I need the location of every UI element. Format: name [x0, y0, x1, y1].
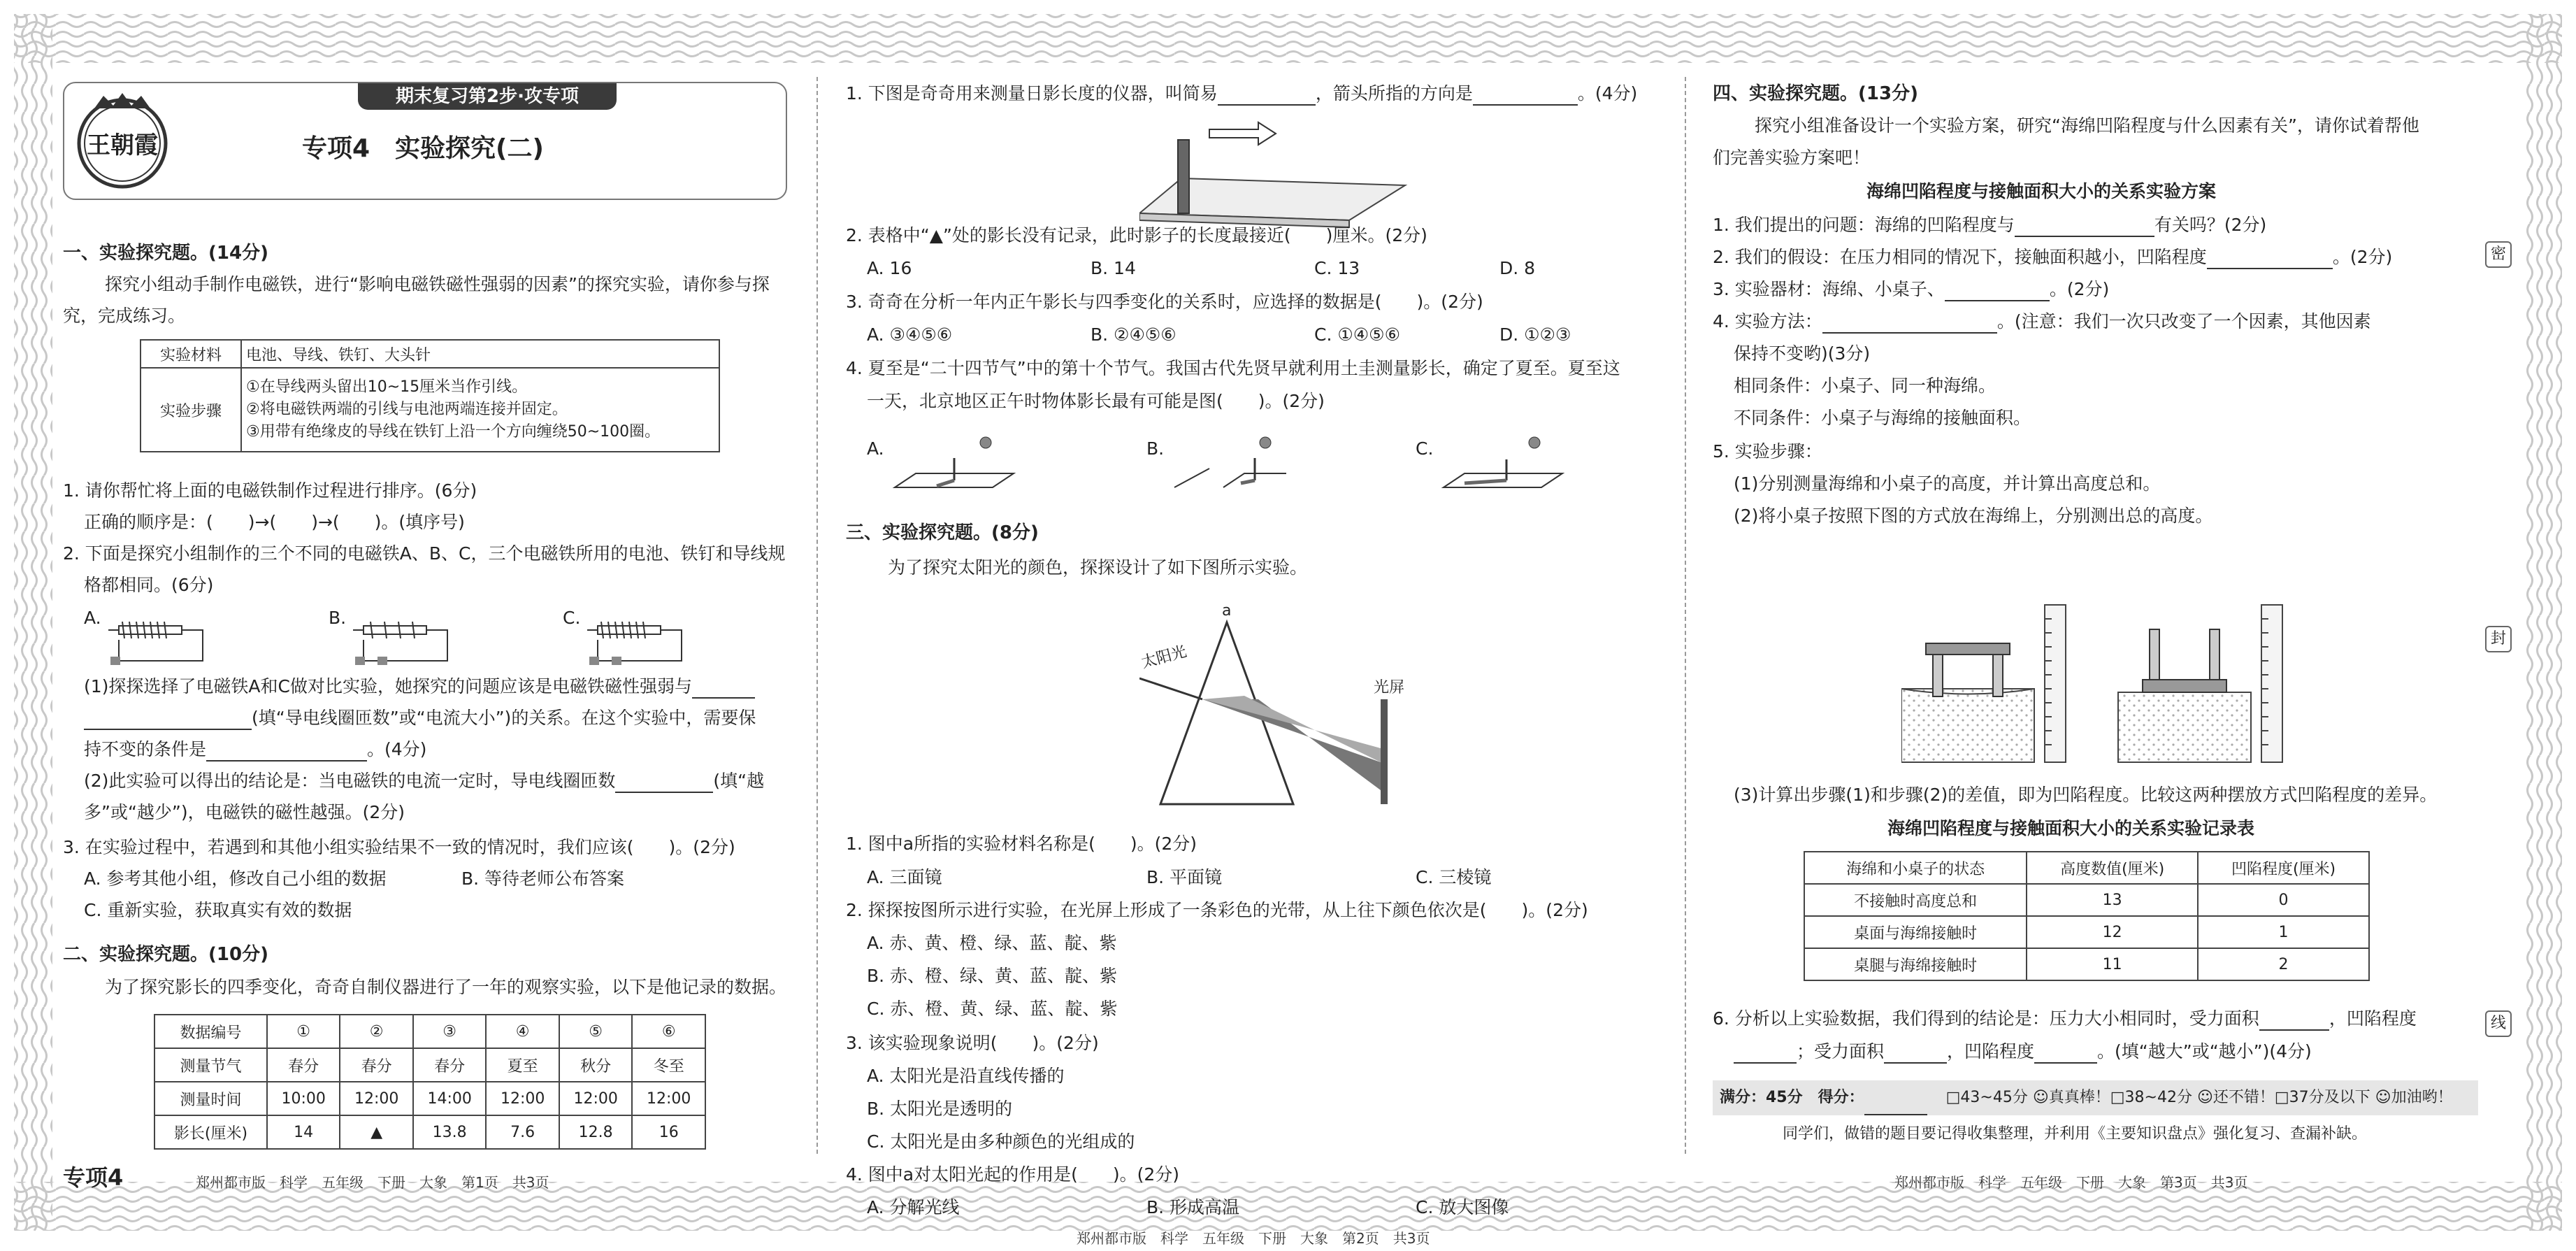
s4-intro-1: 探究小组准备设计一个实验方案，研究“海绵凹陷程度与什么因素有关”，请你试着帮他 [1755, 115, 2419, 136]
p2-q4-option: B. [1146, 438, 1165, 459]
table-cell: 夏至 [486, 1048, 559, 1082]
p2-q2-option: C. 13 [1314, 258, 1360, 278]
p2-q3-option: D. ①②③ [1499, 324, 1571, 345]
p2-q5-option: A. 三面镜 [867, 867, 942, 887]
q2-part1-line2: (填“导电线圈匝数”或“电流大小”)的关系。在这个实验中，需要保 [84, 706, 756, 730]
p2-q4-option: C. [1416, 438, 1434, 459]
electromagnet-a-diagram [105, 612, 217, 675]
p2-q6-text: 2. 探探按图所示进行实验，在光屏上形成了一条彩色的光带，从上往下颜色依次是( )。(2分) [846, 900, 1588, 920]
page-title: 专项4 实验探究(二) [302, 134, 544, 163]
record-title: 海绵凹陷程度与接触面积大小的关系实验记录表 [1887, 818, 2255, 838]
section-2-heading: 二、实验探究题。(10分) [63, 944, 268, 965]
step-2: ②将电磁铁两端的引线与电池两端连接并固定。 [246, 401, 568, 418]
section-4-heading: 四、实验探究题。(13分) [1713, 83, 1918, 104]
table-cell: 数据编号 [154, 1015, 267, 1048]
table-cell: ⑥ [632, 1015, 705, 1048]
p2-q8-option: B. 形成高温 [1146, 1197, 1240, 1217]
section-1-heading: 一、实验探究题。(14分) [63, 243, 268, 264]
table-cell: 12:00 [559, 1082, 633, 1115]
table-cell: 13 [2027, 884, 2198, 916]
p2-q4-option: A. [867, 438, 884, 459]
page-footer: 郑州都市版 科学 五年级 下册 大象 第2页 共3页 [1077, 1230, 1430, 1247]
table-cell: ④ [486, 1015, 559, 1048]
section-3-heading: 三、实验探究题。(8分) [846, 522, 1039, 543]
table-cell: 7.6 [486, 1115, 559, 1149]
sponge-table-diagram [1901, 531, 2335, 769]
table-row [154, 1048, 705, 1082]
p2-q7-text: 3. 该实验现象说明( )。(2分) [846, 1033, 1099, 1053]
p2-q2-option: B. 14 [1091, 258, 1136, 278]
table-cell: 影长(厘米) [154, 1115, 267, 1149]
prism-label: a [1222, 602, 1232, 620]
table-cell: 凹陷程度(厘米) [2198, 852, 2369, 884]
table-cell: 12 [2027, 916, 2198, 948]
materials-table [140, 339, 720, 452]
p2-q5-text: 1. 图中a所指的实验材料名称是( )。(2分) [846, 834, 1197, 854]
p2-q3-option: B. ②④⑤⑥ [1091, 324, 1177, 345]
table-row [1804, 884, 2369, 916]
page-2 [846, 73, 1660, 1247]
screen-label: 光屏 [1374, 679, 1405, 696]
table-cell: 12:00 [632, 1082, 705, 1115]
p2-q3-option: C. ①④⑤⑥ [1314, 324, 1400, 345]
table-cell: 实验材料 [141, 340, 241, 368]
table-cell: 春分 [267, 1048, 340, 1082]
table-row [154, 1015, 705, 1048]
p2-q7-option-b: B. 太阳光是透明的 [867, 1099, 1013, 1119]
page-footer: 郑州都市版 科学 五年级 下册 大象 第3页 共3页 [1894, 1174, 2248, 1191]
brand-logo-icon [70, 89, 175, 194]
p2-q8-text: 4. 图中a对太阳光起的作用是( )。(2分) [846, 1164, 1180, 1185]
table-cell: 11 [2027, 948, 2198, 980]
p2-q6-option-b: B. 赤、橙、绿、黄、蓝、靛、紫 [867, 966, 1118, 986]
table-row [1804, 916, 2369, 948]
shadow-data-table [154, 1014, 706, 1150]
p2-q2-option: A. 16 [867, 258, 912, 278]
table-cell: 冬至 [632, 1048, 705, 1082]
table-cell: 12.8 [559, 1115, 633, 1149]
p3-q4-diff: 不同条件：小桌子与海绵的接触面积。 [1734, 408, 2031, 428]
step-3: ③用带有绝缘皮的导线在铁钉上沿一个方向缠绕50~100圈。 [246, 423, 661, 441]
p3-q1-text: 1. 我们提出的问题：海绵的凹陷程度与 有关吗？(2分) [1713, 213, 2266, 237]
electromagnet-b-diagram [350, 612, 461, 675]
q2-part2-line1: (2)此实验可以得出的结论是：当电磁铁的电流一定时，导电线圈匝数 (填“越 [84, 769, 764, 793]
column-separator [816, 77, 818, 1154]
side-tab-feng: 封 [2485, 626, 2512, 652]
q2-part1-line3: 持不变的条件是 。(4分) [84, 738, 426, 762]
shadow-option-c-diagram [1437, 430, 1576, 493]
table-cell: 13.8 [413, 1115, 487, 1149]
table-cell: 14 [267, 1115, 340, 1149]
footer-tag: 专项4 [63, 1164, 124, 1191]
table-row [154, 1082, 705, 1115]
s2-intro: 为了探究影长的四季变化，奇奇自制仪器进行了一年的观察实验，以下是他记录的数据。 [105, 977, 787, 997]
p3-q4-same: 相同条件：小桌子、同一种海绵。 [1734, 376, 1996, 396]
header-box [63, 82, 787, 200]
q3-option-a: A. 参考其他小组，修改自己小组的数据 [84, 868, 387, 889]
p3-q5-step3: (3)计算出步骤(1)和步骤(2)的差值，即为凹陷程度。比较这两种摆放方式凹陷程度的差异。 [1734, 785, 2438, 805]
table-cell: 1 [2198, 916, 2369, 948]
table-cell: 16 [632, 1115, 705, 1149]
table-cell: 桌腿与海绵接触时 [1804, 948, 2027, 980]
p3-q5-step2: (2)将小桌子按照下图的方式放在海绵上，分别测出总的高度。 [1734, 506, 2213, 526]
p3-q5-step1: (1)分别测量海绵和小桌子的高度，并计算出高度总和。 [1734, 473, 2161, 494]
p2-q2-text: 2. 表格中“▲”处的影长没有记录，此时影子的长度最接近( )厘米。(2分) [846, 225, 1427, 245]
score-options: □43~45分 ☺真真棒！□38~42分 ☺还不错！□37分及以下 ☺加油哟！ [1945, 1089, 2453, 1106]
q2-part2-line2: 多”或“越少”)，电磁铁的磁性越强。(2分) [84, 802, 405, 822]
p2-q3-option: A. ③④⑤⑥ [867, 324, 953, 345]
label-b: B. [329, 608, 347, 628]
sunlight-label: 太阳光 [1139, 643, 1189, 672]
p3-q4-text-2: 保持不变哟)(3分) [1734, 343, 1871, 364]
record-table [1804, 851, 2370, 981]
page-1 [63, 73, 787, 1191]
table-cell: 2 [2198, 948, 2369, 980]
table-cell: 海绵和小桌子的状态 [1804, 852, 2027, 884]
table-cell: 不接触时高度总和 [1804, 884, 2027, 916]
page-footer: 郑州都市版 科学 五年级 下册 大象 第1页 共3页 [196, 1174, 549, 1191]
q1-answer: 正确的顺序是：( )→( )→( )。(填序号) [84, 512, 465, 532]
s1-intro-2: 究，完成练习。 [63, 306, 186, 326]
table-cell: 电池、导线、铁钉、大头针 [241, 340, 719, 368]
table-cell: 14:00 [413, 1082, 487, 1115]
banner: 期末复习第2步·攻专项 [358, 83, 617, 110]
page-3 [1713, 73, 2478, 1191]
electromagnet-c-diagram [584, 612, 696, 675]
table-cell: 测量时间 [154, 1082, 267, 1115]
s4-intro-2: 们完善实验方案吧！ [1713, 148, 1871, 168]
brand-text: 王朝霞 [87, 131, 158, 159]
step-1: ①在导线两头留出10~15厘米当作引线。 [246, 378, 528, 396]
p3-q3-text: 3. 实验器材：海绵、小桌子、 。(2分) [1713, 278, 2109, 301]
table-cell: 实验步骤 [141, 368, 241, 452]
p2-q4-text-2: 一天，北京地区正午时物体影长最有可能是图( )。(2分) [867, 391, 1325, 411]
p3-q6-line1: 6. 分析以上实验数据，我们得到的结论是：压力大小相同时，受力面积 ，凹陷程度 [1713, 1007, 2417, 1031]
prism-experiment-diagram [1139, 594, 1433, 825]
label-a: A. [84, 608, 101, 628]
review-note: 同学们，做错的题目要记得收集整理，并利用《主要知识盘点》强化复习、查漏补缺。 [1783, 1125, 2368, 1143]
p2-q3-text: 3. 奇奇在分析一年内正午影长与四季变化的关系时，应选择的数据是( )。(2分) [846, 292, 1483, 312]
table-row [1804, 948, 2369, 980]
q3-text: 3. 在实验过程中，若遇到和其他小组实验结果不一致的情况时，我们应该( )。(2分) [63, 837, 735, 857]
table-cell: ③ [413, 1015, 487, 1048]
table-cell: 测量节气 [154, 1048, 267, 1082]
side-tab-xian: 线 [2485, 1010, 2512, 1037]
table-cell: 12:00 [486, 1082, 559, 1115]
table-row [1804, 852, 2369, 884]
table-cell: 桌面与海绵接触时 [1804, 916, 2027, 948]
q2-text-1: 2. 下面是探究小组制作的三个不同的电磁铁A、B、C，三个电磁铁所用的电池、铁钉和导线规 [63, 543, 786, 564]
q2-part1-line1: (1)探探选择了电磁铁A和C做对比实验，她探究的问题应该是电磁铁磁性强弱与 [84, 675, 755, 699]
p2-q6-option-c: C. 赤、橙、黄、绿、蓝、靛、紫 [867, 999, 1118, 1019]
score-bar [1713, 1080, 2478, 1115]
table-cell: ② [340, 1015, 413, 1048]
p2-q6-option-a: A. 赤、黄、橙、绿、蓝、靛、紫 [867, 933, 1117, 953]
p3-q4-text: 4. 实验方法： 。(注意：我们一次只改变了一个因素，其他因素 [1713, 310, 2371, 334]
table-cell [241, 368, 719, 452]
shadow-gauge-diagram [1139, 115, 1433, 234]
p3-q2-text: 2. 我们的假设：在压力相同的情况下，接触面积越小，凹陷程度 。(2分) [1713, 245, 2392, 269]
p2-q5-option: C. 三棱镜 [1416, 867, 1492, 887]
p2-q4-text-1: 4. 夏至是“二十四节气”中的第十个节气。我国古代先贤早就利用土圭测量影长，确定了夏至。夏至这 [846, 358, 1620, 378]
p2-q5-option: B. 平面镜 [1146, 867, 1223, 887]
side-tab-mi: 密 [2485, 241, 2512, 268]
table-cell: 10:00 [267, 1082, 340, 1115]
p2-q8-option: C. 放大图像 [1416, 1197, 1509, 1217]
shadow-option-a-diagram [888, 430, 1028, 493]
s1-intro-1: 探究小组动手制作电磁铁，进行“影响电磁铁磁性强弱的因素”的探究实验，请你参与探 [105, 274, 770, 294]
table-cell: 12:00 [340, 1082, 413, 1115]
arrow-icon [1209, 122, 1276, 145]
label-c: C. [563, 608, 581, 628]
shadow-option-b-diagram [1167, 430, 1307, 493]
table-row [154, 1115, 705, 1149]
p3-q5-text: 5. 实验步骤： [1713, 441, 1822, 462]
column-separator [1685, 77, 1686, 1154]
q3-option-b: B. 等待老师公布答案 [461, 868, 625, 889]
q3-option-c: C. 重新实验，获取真实有效的数据 [84, 900, 352, 920]
p2-q2-option: D. 8 [1499, 258, 1536, 278]
table-cell: 春分 [340, 1048, 413, 1082]
plan-title: 海绵凹陷程度与接触面积大小的关系实验方案 [1866, 181, 2217, 201]
q2-text-2: 格都相同。(6分) [84, 575, 214, 595]
table-cell: ⑤ [559, 1015, 633, 1048]
p2-q1-text: 1. 下图是奇奇用来测量日影长度的仪器，叫简易 ，箭头所指的方向是 。(4分) [846, 82, 1637, 106]
table-cell: ① [267, 1015, 340, 1048]
table-cell: ▲ [340, 1115, 413, 1149]
p2-q7-option-c: C. 太阳光是由多种颜色的光组成的 [867, 1131, 1135, 1152]
p2-q7-option-a: A. 太阳光是沿直线传播的 [867, 1066, 1065, 1086]
table-cell: 0 [2198, 884, 2369, 916]
s3-intro: 为了探究太阳光的颜色，探探设计了如下图所示实验。 [888, 557, 1308, 578]
p3-q6-line2: ；受力面积 ，凹陷程度 。(填“越大”或“越小”)(4分) [1734, 1040, 2312, 1064]
table-cell: 高度数值(厘米) [2027, 852, 2198, 884]
score-label: 满分：45分 得分： [1720, 1089, 1864, 1106]
p2-q8-option: A. 分解光线 [867, 1197, 960, 1217]
q1-text: 1. 请你帮忙将上面的电磁铁制作过程进行排序。(6分) [63, 480, 477, 501]
table-cell: 春分 [413, 1048, 487, 1082]
table-cell: 秋分 [559, 1048, 633, 1082]
